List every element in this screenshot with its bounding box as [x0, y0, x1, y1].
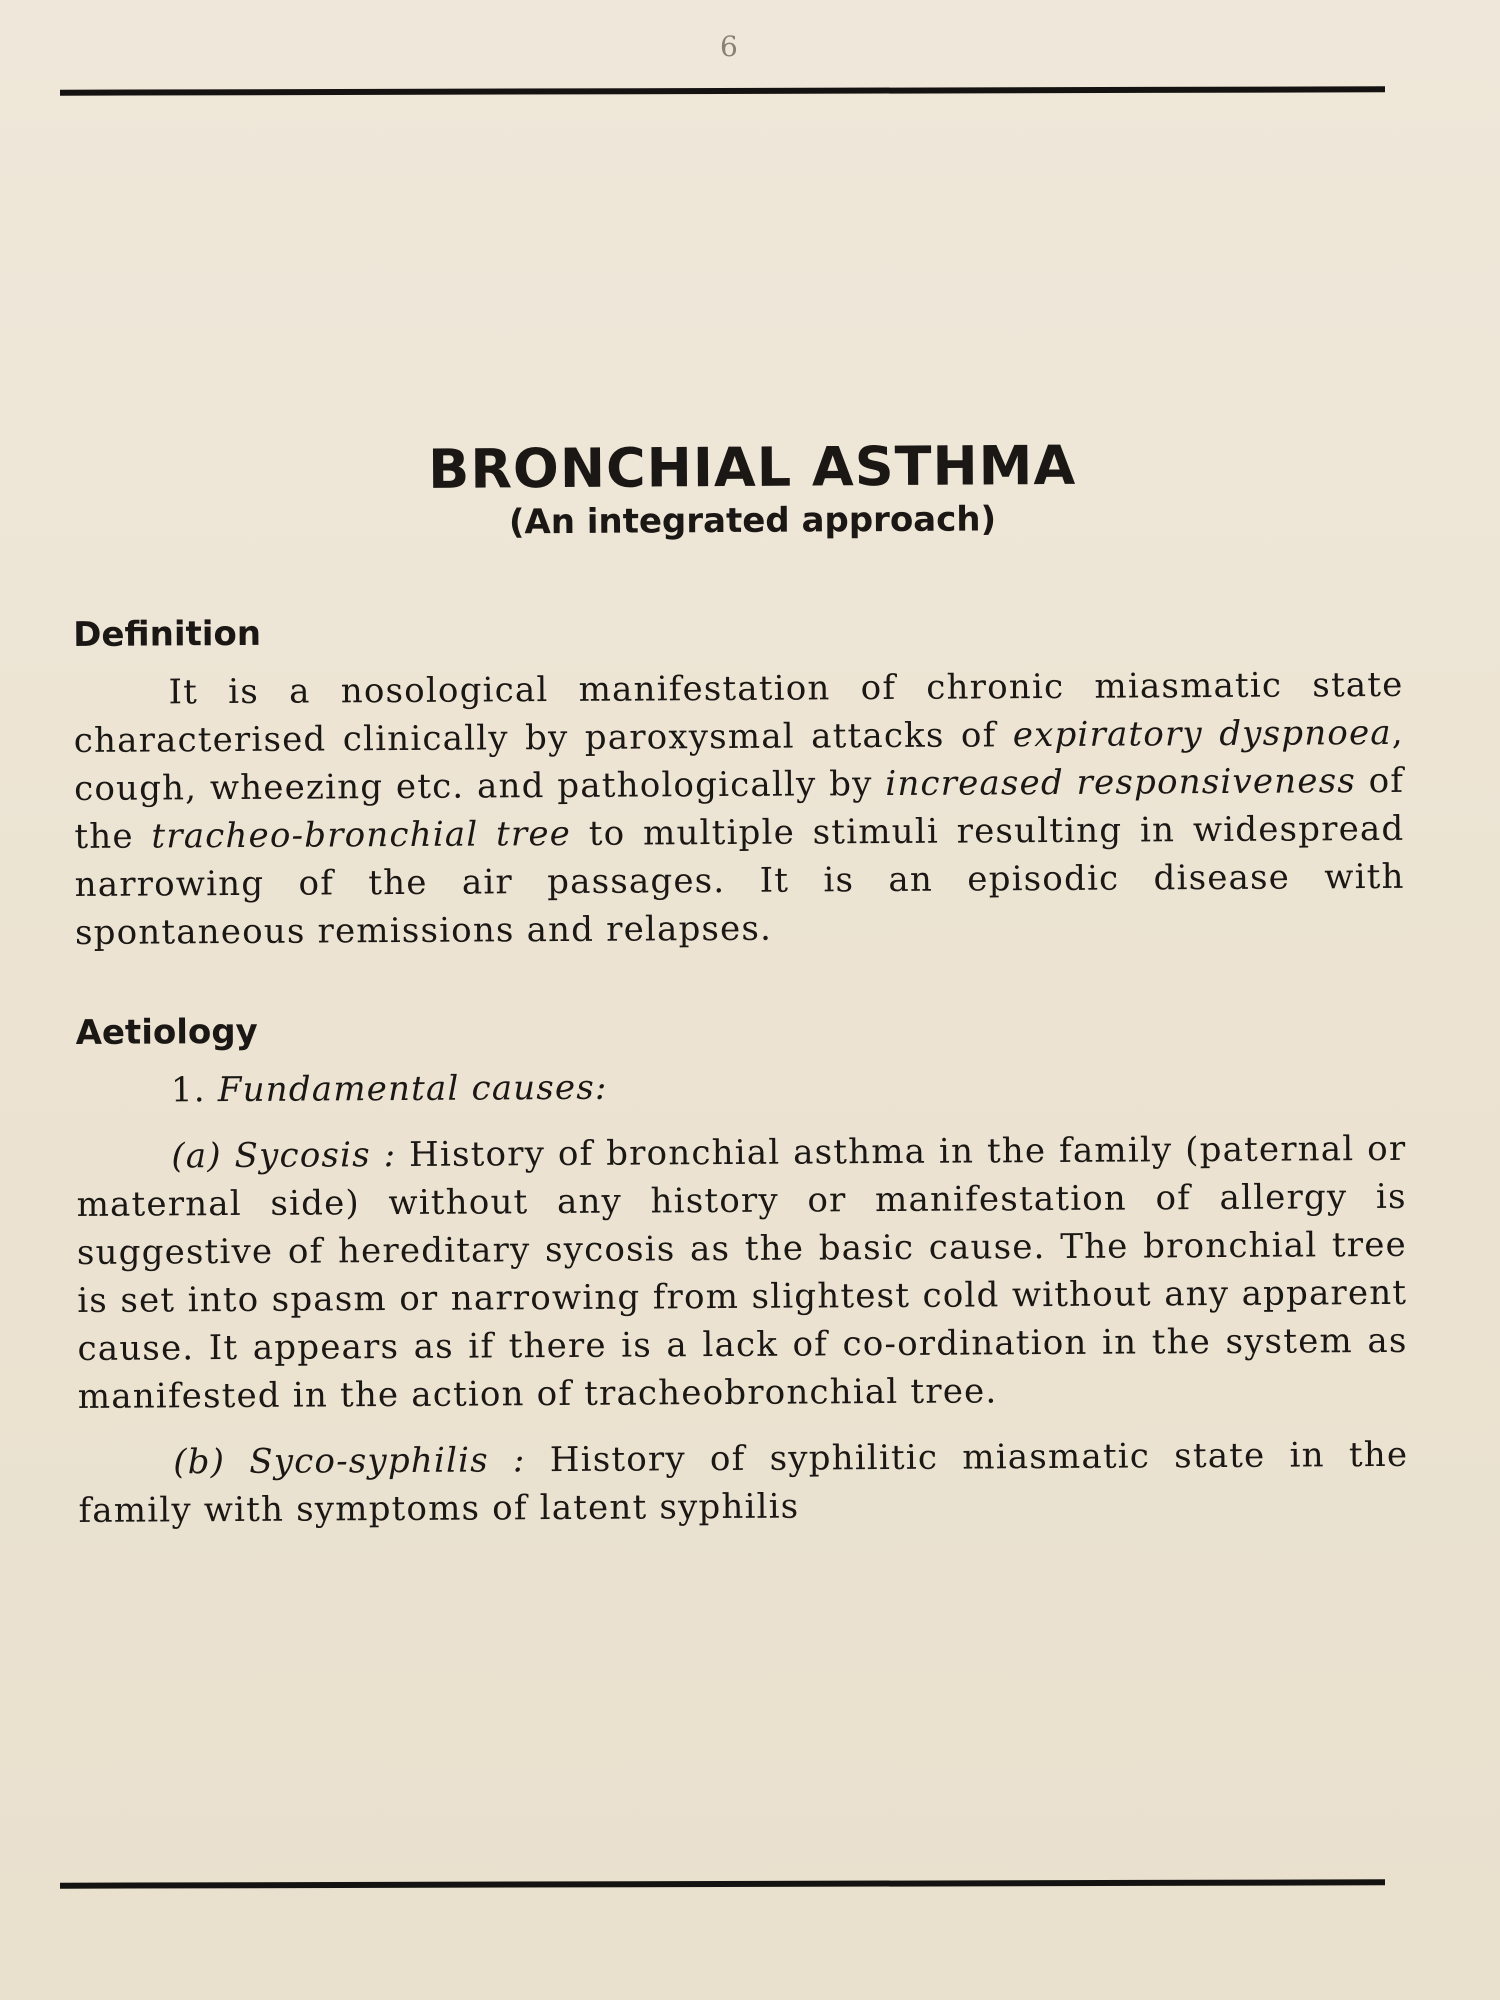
- definition-text-1: It is a nosological manifestation of chronic miasmatic state characterised clinically by paroxysmal attacks of: [73, 664, 1404, 761]
- bottom-rule: [60, 1879, 1385, 1888]
- sycosis-label: (a) Sycosis :: [171, 1135, 397, 1177]
- syco-syphilis-paragraph: [78, 1431, 1409, 1535]
- top-rule: [60, 86, 1385, 95]
- page-content: [72, 432, 1409, 1535]
- fundamental-causes-label: Fundamental causes:: [217, 1067, 608, 1111]
- sycosis-text: History of bronchial asthma in the family (paternal or maternal side) without any history or manifestation of allergy is suggestive of hereditary sycosis as the basic cause. The bronchial tree is set into spasm or narrowing from slightest cold without any apparent cause. It appears as if there is a lack of co-ordination in the system as manifested in the action of tracheobronchial tree.: [76, 1128, 1408, 1417]
- definition-paragraph: [73, 661, 1405, 957]
- sycosis-paragraph: [76, 1125, 1408, 1421]
- definition-emphasis-1: expiratory dyspnoea: [1012, 712, 1392, 756]
- definition-emphasis-3: tracheo-bronchial tree: [151, 813, 572, 857]
- chapter-title: BRONCHIAL ASTHMA: [427, 433, 1077, 501]
- definition-text-2: , cough, wheezing etc. and pathologically by: [74, 712, 1404, 809]
- definition-text-4: to multiple stimuli resulting in widespread narrowing of the air passages. It is an episodic disease with spontaneous remissions and relapses.: [74, 808, 1405, 953]
- syco-syphilis-text: History of syphilitic miasmatic state in the family with symptoms of latent syphilis: [78, 1434, 1409, 1531]
- definition-heading: Definition: [73, 613, 262, 655]
- aetiology-heading: Aetiology: [75, 1011, 258, 1053]
- chapter-subtitle: (An integrated approach): [508, 499, 997, 543]
- definition-emphasis-2: increased responsiveness: [885, 761, 1357, 805]
- fundamental-causes-number: 1.: [170, 1070, 218, 1111]
- definition-text-3: of the: [74, 760, 1405, 857]
- page-number: 6: [720, 30, 738, 63]
- fundamental-causes-line: [76, 1059, 1406, 1115]
- syco-syphilis-label: (b) Syco-syphilis :: [173, 1440, 526, 1483]
